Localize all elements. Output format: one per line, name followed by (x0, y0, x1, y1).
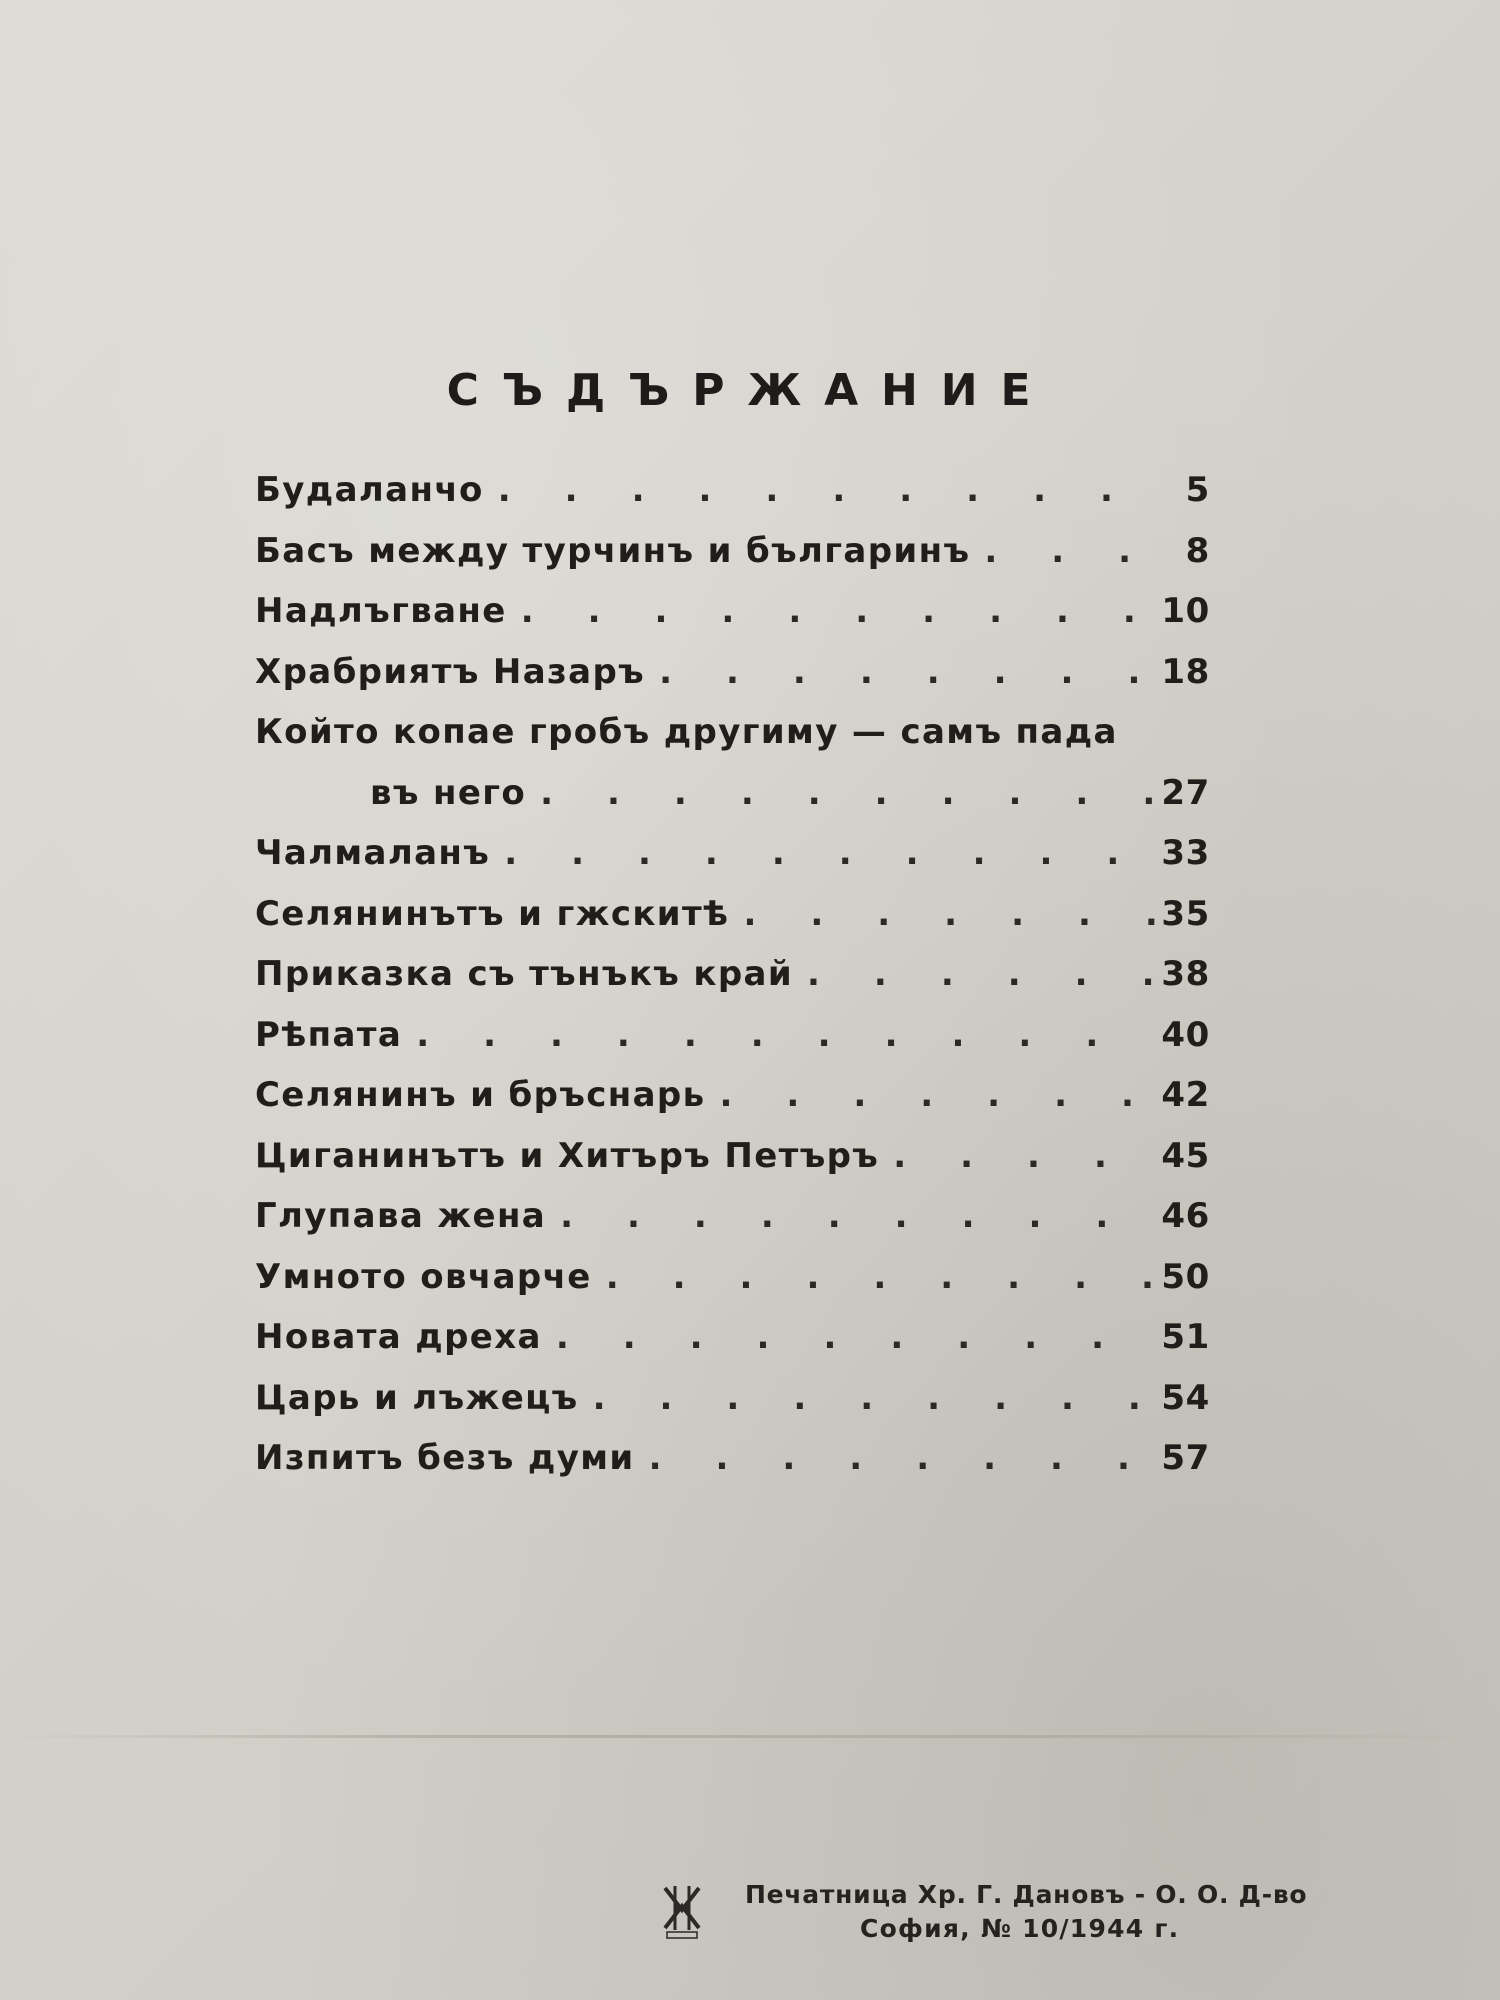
toc-entry-title: Селянинъ и бръснарь (255, 1075, 706, 1115)
toc-entry-page: 8 (1185, 530, 1210, 571)
printer-imprint (655, 1880, 1355, 1960)
toc-entry-page: 42 (1161, 1075, 1210, 1115)
dot-leader (606, 1257, 1156, 1297)
toc-entry-title: Рѣпата (255, 1014, 403, 1055)
toc-entry[interactable] (255, 954, 1210, 1015)
toc-entry-page: 38 (1161, 954, 1210, 994)
toc-entry-title: Надлъгване (255, 591, 507, 631)
toc-entry-page: 5 (1185, 470, 1210, 510)
toc-entry-title: въ него (370, 772, 527, 813)
printer-monogram-icon (655, 1880, 709, 1940)
toc-entry[interactable] (255, 833, 1210, 894)
dot-leader (593, 1378, 1156, 1418)
toc-entry[interactable] (255, 1136, 1210, 1197)
toc-entry-title: Приказка съ тънъкъ край (255, 954, 794, 994)
dot-leader (521, 591, 1156, 631)
dot-leader (498, 470, 1164, 510)
toc-entry-title: Който копае гробъ другиму — самъ пада (255, 712, 1118, 752)
toc-entry-title: Храбриятъ Назаръ (255, 651, 646, 692)
toc-entry-title: Царь и лъжецъ (255, 1377, 579, 1418)
toc-entry-page: 35 (1161, 893, 1210, 934)
toc-entry[interactable] (255, 1257, 1210, 1318)
toc-entry[interactable] (255, 652, 1210, 713)
dot-leader (659, 652, 1155, 692)
toc-entry[interactable] (255, 1378, 1210, 1439)
page-crease (0, 1735, 1500, 1738)
toc-entry-page: 40 (1161, 1014, 1210, 1055)
toc-entry-title: Циганинътъ и Хитъръ Петъръ (255, 1135, 880, 1176)
toc-entry[interactable] (255, 1075, 1210, 1136)
imprint-place-number: София, № 10/1944 г. (860, 1914, 1180, 1943)
toc-heading: СЪДЪРЖАНИЕ (446, 365, 1054, 416)
table-of-contents (255, 470, 1210, 1499)
dot-leader (807, 954, 1155, 994)
toc-entry-page: 18 (1161, 651, 1210, 692)
toc-entry[interactable] (255, 470, 1210, 531)
toc-entry-multiline-end[interactable] (255, 773, 1210, 834)
dot-leader (556, 1317, 1156, 1357)
toc-entry[interactable] (255, 1015, 1210, 1076)
toc-entry-page: 10 (1161, 591, 1210, 631)
toc-entry-page: 51 (1161, 1317, 1210, 1357)
dot-leader (416, 1015, 1155, 1055)
toc-entry-title: Селянинътъ и гжскитѣ (255, 893, 730, 934)
dot-leader (540, 773, 1155, 813)
toc-entry-page: 57 (1161, 1438, 1210, 1478)
toc-entry-multiline-start[interactable] (255, 712, 1210, 773)
imprint-printer-name: Печатница Хр. Г. Дановъ - О. О. Д-во (745, 1880, 1308, 1909)
toc-entry-page: 33 (1161, 833, 1210, 873)
toc-entry-title: Глупава жена (255, 1196, 547, 1236)
toc-entry-page: 27 (1161, 772, 1210, 813)
toc-entry[interactable] (255, 531, 1210, 592)
toc-entry-page: 46 (1161, 1196, 1210, 1236)
toc-entry-page: 45 (1161, 1135, 1210, 1176)
dot-leader (743, 894, 1155, 934)
toc-entry[interactable] (255, 1317, 1210, 1378)
toc-entry-title: Будаланчо (255, 470, 484, 510)
dot-leader (504, 833, 1155, 873)
dot-leader (720, 1075, 1156, 1115)
toc-entry[interactable] (255, 1438, 1210, 1499)
dot-leader (893, 1136, 1155, 1176)
dot-leader (984, 531, 1164, 571)
toc-entry-title: Басъ между турчинъ и българинъ (255, 530, 971, 571)
dot-leader (649, 1438, 1156, 1478)
toc-entry[interactable] (255, 894, 1210, 955)
toc-entry[interactable] (255, 591, 1210, 652)
toc-entry-title: Умното овчарче (255, 1256, 592, 1297)
toc-entry-page: 54 (1161, 1377, 1210, 1418)
toc-entry-title: Чалмаланъ (255, 833, 491, 873)
dot-leader (560, 1196, 1155, 1236)
toc-entry-title: Новата дреха (255, 1317, 542, 1357)
toc-entry-title: Изпитъ безъ думи (255, 1438, 635, 1478)
toc-entry-page: 50 (1161, 1256, 1210, 1297)
toc-entry[interactable] (255, 1196, 1210, 1257)
